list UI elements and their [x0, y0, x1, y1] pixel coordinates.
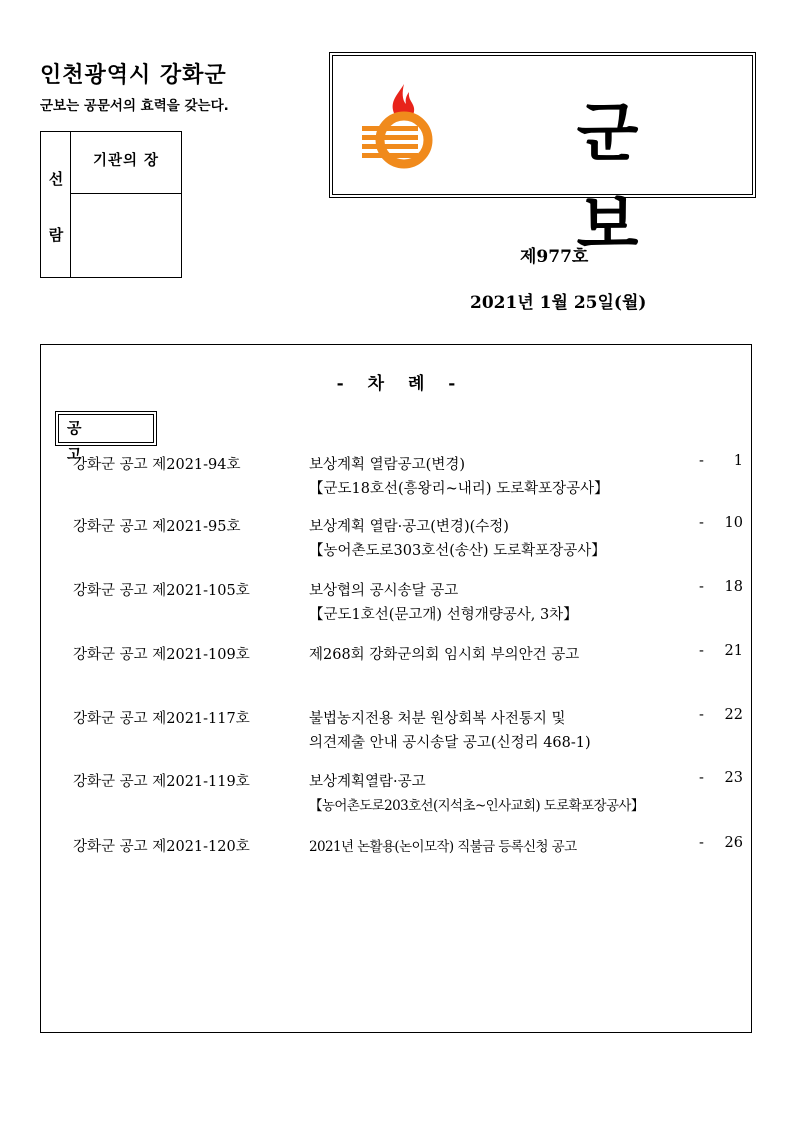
entry-subtitle: 【군도1호선(문고개) 선형개량공사, 3차】: [309, 607, 578, 623]
org-subtitle: 군보는 공문서의 효력을 갖는다.: [40, 98, 229, 114]
issue-date: 2021년 1월 25일(월): [470, 293, 647, 313]
entry-number: 강화군 공고 제2021-109호: [73, 647, 250, 663]
entry-title: 보상계획 열람·공고(변경)(수정): [309, 519, 509, 535]
approval-head: 기관의 장: [71, 132, 181, 194]
entry-title: 2021년 논활용(논이모작) 직불금 등록신청 공고: [309, 839, 577, 855]
approval-side-bottom: 람: [48, 226, 64, 244]
entry-page: 10: [724, 515, 743, 531]
org-name: 인천광역시 강화군: [40, 63, 227, 88]
entry-dash: -: [699, 453, 704, 469]
entry-dash: -: [699, 643, 704, 659]
approval-side: [41, 132, 71, 277]
table-of-contents: [40, 344, 752, 1033]
entry-number: 강화군 공고 제2021-94호: [73, 457, 241, 473]
entry-number: 강화군 공고 제2021-119호: [73, 774, 250, 790]
masthead-title: 군 보: [576, 96, 729, 263]
entry-subtitle: 의견제출 안내 공시송달 공고(신정리 468-1): [309, 735, 591, 751]
entry-subtitle: 【군도18호선(흥왕리~내리) 도로확포장공사】: [309, 481, 609, 497]
entry-page: 22: [724, 707, 743, 723]
entry-number: 강화군 공고 제2021-120호: [73, 839, 250, 855]
entry-page: 1: [733, 453, 743, 469]
entry-number: 강화군 공고 제2021-95호: [73, 519, 241, 535]
entry-title: 제268회 강화군의회 임시회 부의안건 공고: [309, 647, 580, 663]
contents-heading: - 차 례 -: [336, 374, 456, 394]
entry-dash: -: [699, 579, 704, 595]
entry-dash: -: [699, 707, 704, 723]
section-label: 공 고: [58, 414, 154, 443]
entry-number: 강화군 공고 제2021-105호: [73, 583, 250, 599]
approval-box: [40, 131, 182, 278]
entry-subtitle: 【농어촌도로303호선(송산) 도로확포장공사】: [309, 543, 606, 559]
entry-title: 보상계획열람·공고: [309, 774, 426, 790]
entry-page: 18: [724, 579, 743, 595]
entry-page: 21: [724, 643, 743, 659]
entry-number: 강화군 공고 제2021-117호: [73, 711, 250, 727]
entry-dash: -: [699, 835, 704, 851]
entry-title: 보상협의 공시송달 공고: [309, 583, 459, 599]
entry-page: 23: [724, 770, 743, 786]
entry-title: 보상계획 열람공고(변경): [309, 457, 465, 473]
entry-title: 불법농지전용 처분 원상회복 사전통지 및: [309, 711, 566, 727]
entry-subtitle: 【농어촌도로203호선(지석초~인사교회) 도로확포장공사】: [309, 798, 644, 814]
entry-dash: -: [699, 770, 704, 786]
approval-side-top: 선: [48, 170, 64, 188]
county-logo-icon: [358, 78, 450, 170]
issue-number: 제977호: [520, 247, 589, 267]
entry-page: 26: [724, 835, 743, 851]
entry-dash: -: [699, 515, 704, 531]
